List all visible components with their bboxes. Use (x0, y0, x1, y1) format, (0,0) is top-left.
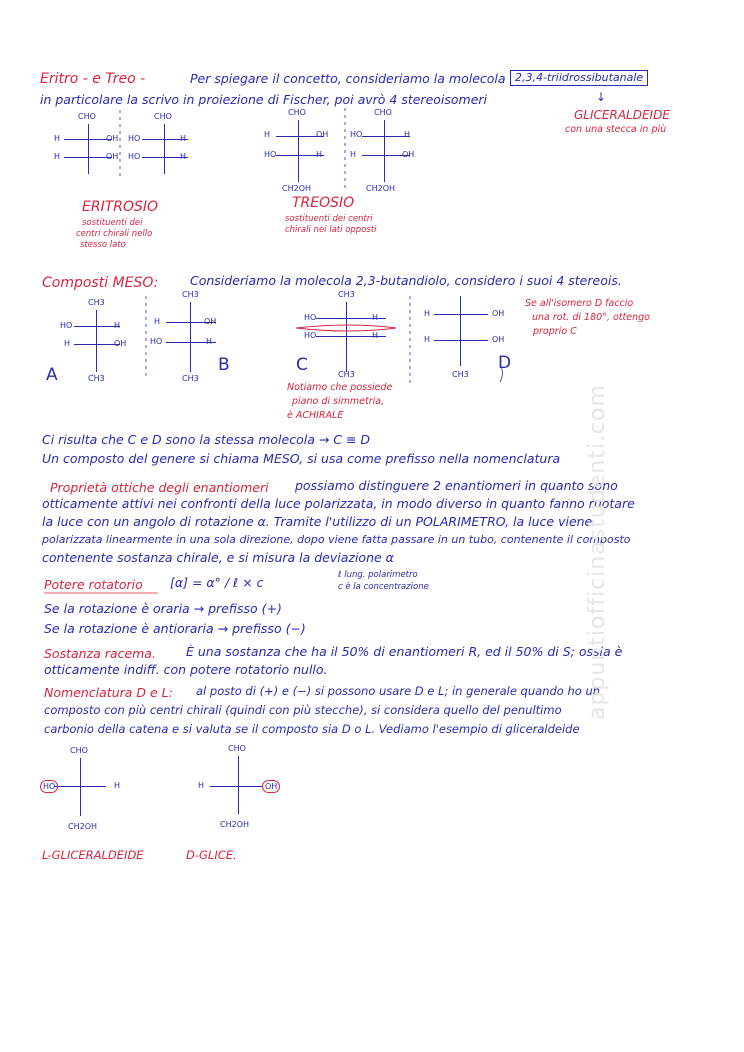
treosio-note-1: sostituenti dei centri (285, 214, 373, 224)
meso-note-1: Notiamo che possiede (287, 382, 393, 393)
nomen-text-3: carbonio della catena e si valuta se il composto sia D o L. Vediamo l'esempio di gliceraldeide (44, 722, 580, 736)
label-D-gliceraldeide: D-GLICE. (186, 848, 237, 862)
meso-note-3: è ACHIRALE (287, 410, 344, 421)
letter-D: D (498, 353, 512, 373)
meso-aside-3: proprio C (533, 326, 577, 337)
meso-aside-1: Se all'isomero D faccio (525, 298, 634, 309)
fischer-mol-2: CHO HO H HO H (128, 112, 198, 192)
rotation-antioraria: Se la rotazione è antioraria → prefisso (−) (44, 621, 306, 636)
potere-note-1: ℓ lung. polarimetro (338, 570, 418, 580)
heading-meso: Composti MESO: (42, 275, 159, 291)
meso-aside-2: una rot. di 180°, ottengo (532, 312, 650, 323)
fischer-mol-A: CH3 HO H H OH CH3 (60, 298, 127, 383)
treosio-note-2: chirali nei lati opposti (285, 225, 377, 235)
arrow-down-icon: ↓ (596, 90, 607, 104)
heading-nomenclatura: Nomenclatura D e L: (44, 685, 173, 700)
heading-racema: Sostanza racema. (44, 646, 156, 661)
heading-optical: Proprietà ottiche degli enantiomeri (50, 480, 269, 495)
optical-p2: otticamente attivi nei confronti della luce polarizzata, in modo diverso in quanto fanno ruotare (42, 496, 635, 511)
letter-A: A (46, 365, 58, 385)
boxed-formula: 2,3,4-triidrossibutanale (510, 70, 648, 86)
potere-formula: [α] = α° / ℓ × c (170, 575, 264, 590)
eritrosio-label: ERITROSIO (82, 199, 159, 215)
fischer-mol-D: H OH H OH CH3 (420, 292, 520, 387)
fischer-mol-3: CHO H OH HO H CH2OH (264, 108, 329, 193)
fischer-mol-4: CHO HO H H OH CH2OH (350, 108, 415, 193)
fischer-L-gliceraldeide: CHO HO H CH2OH (38, 746, 148, 841)
aside-note: con una stecca in più (565, 124, 667, 135)
fischer-mol-1: CHO H OH H OH (52, 112, 122, 192)
optical-p5: contenente sostanza chirale, e si misura la deviazione α (42, 550, 394, 565)
eritrosio-note-3: stesso lato (80, 240, 126, 250)
racema-text-1: È una sostanza che ha il 50% di enantiomeri R, ed il 50% di S; ossia è (186, 644, 623, 659)
letter-C: C (296, 355, 308, 375)
intro-line-2: in particolare la scrivo in proiezione di Fischer, poi avrò 4 stereoisomeri (40, 92, 488, 107)
optical-p1: possiamo distinguere 2 enantiomeri in quanto sono (295, 478, 618, 493)
eritrosio-note-1: sostituenti dei (82, 218, 143, 228)
meso-intro: Consideriamo la molecola 2,3-butandiolo, considero i suoi 4 stereois. (190, 273, 622, 288)
potere-label: Potere rotatorio (44, 577, 143, 592)
fischer-mol-C: CH3 HO H HO H CH3 (300, 290, 400, 385)
rotation-oraria: Se la rotazione è oraria → prefisso (+) (44, 601, 282, 616)
meso-line-1: Ci risulta che C e D sono la stessa molecola → C ≡ D (42, 432, 371, 447)
optical-p3: la luce con un angolo di rotazione α. Tramite l'utilizzo di un POLARIMETRO, la luce viene (42, 514, 593, 529)
treosio-label: TREOSIO (292, 195, 355, 211)
label-L-gliceraldeide: L-GLICERALDEIDE (42, 848, 144, 862)
fischer-D-gliceraldeide: CHO H OH CH2OH (196, 744, 306, 839)
heading-eritro-treo: Eritro - e Treo - (40, 71, 146, 87)
letter-B: B (218, 355, 230, 375)
symmetry-plane-mark (296, 325, 396, 331)
optical-p4: polarizzata linearmente in una sola direzione, dopo viene fatta passare in un tubo, contenente il composto (42, 533, 631, 546)
nomen-text-1: al posto di (+) e (−) si possono usare D e L; in generale quando ho un (196, 684, 601, 698)
racema-text-2: otticamente indiff. con potere rotatorio nullo. (44, 662, 328, 677)
intro-line-1: Per spiegare il concetto, consideriamo la molecola (190, 71, 506, 86)
watermark: appuntiofficinastudenti.com (585, 384, 610, 720)
meso-note-2: piano di simmetria, (292, 396, 385, 407)
nomen-text-2: composto con più centri chirali (quindi con più stecche), si considera quello del penultimo (44, 703, 562, 717)
aside-gliceraldeide: GLICERALDEIDE (574, 108, 670, 122)
arrow-D-to-C (500, 366, 503, 382)
fischer-mol-B: CH3 H OH HO H CH3 (150, 290, 217, 383)
meso-line-2: Un composto del genere si chiama MESO, si usa come prefisso nella nomenclatura (42, 451, 561, 466)
eritrosio-note-2: centri chirali nello (76, 229, 153, 239)
potere-note-2: c è la concentrazione (338, 582, 429, 592)
